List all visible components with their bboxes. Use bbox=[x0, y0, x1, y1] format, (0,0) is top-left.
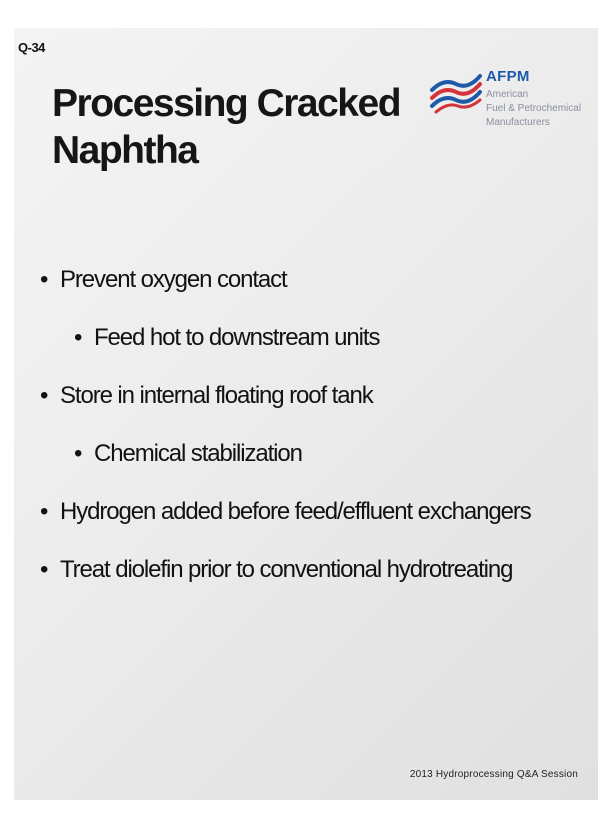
bullet-item: • Treat diolefin prior to conventional hydrotreating bbox=[40, 556, 513, 583]
bullet-text: Store in internal floating roof tank bbox=[60, 382, 373, 409]
slide-title bbox=[52, 80, 412, 174]
bullet-item: • Prevent oxygen contact bbox=[40, 266, 287, 293]
sub-bullet-item: • Chemical stabilization bbox=[74, 440, 302, 467]
question-label: Q-34 bbox=[18, 40, 45, 55]
bullet-text: Chemical stabilization bbox=[94, 440, 302, 467]
afpm-wave-icon bbox=[428, 70, 482, 114]
logo-subtitle-line-1: American bbox=[486, 89, 529, 100]
bullet-text: Prevent oxygen contact bbox=[60, 266, 287, 293]
logo-subtitle-line-2: Fuel & Petrochemical bbox=[486, 103, 582, 114]
bullet-text: Hydrogen added before feed/effluent exchangers bbox=[60, 498, 531, 525]
bullet-item: • Store in internal floating roof tank bbox=[40, 382, 373, 409]
bullet-item: • Hydrogen added before feed/effluent exchangers bbox=[40, 498, 531, 525]
bullet-text: Treat diolefin prior to conventional hydrotreating bbox=[60, 556, 513, 583]
slide-title-line-1: Processing Cracked bbox=[52, 82, 401, 125]
logo-subtitle-line-3: Manufacturers bbox=[486, 117, 550, 128]
logo-subtitle bbox=[486, 88, 596, 130]
bullet-text: Feed hot to downstream units bbox=[94, 324, 380, 351]
sub-bullet-item: • Feed hot to downstream units bbox=[74, 324, 380, 351]
presentation-slide bbox=[14, 28, 598, 800]
afpm-logo bbox=[428, 62, 588, 172]
slide-title-line-2: Naphtha bbox=[52, 129, 198, 172]
logo-name: AFPM bbox=[486, 68, 530, 85]
slide-footer: 2013 Hydroprocessing Q&A Session bbox=[409, 769, 578, 780]
